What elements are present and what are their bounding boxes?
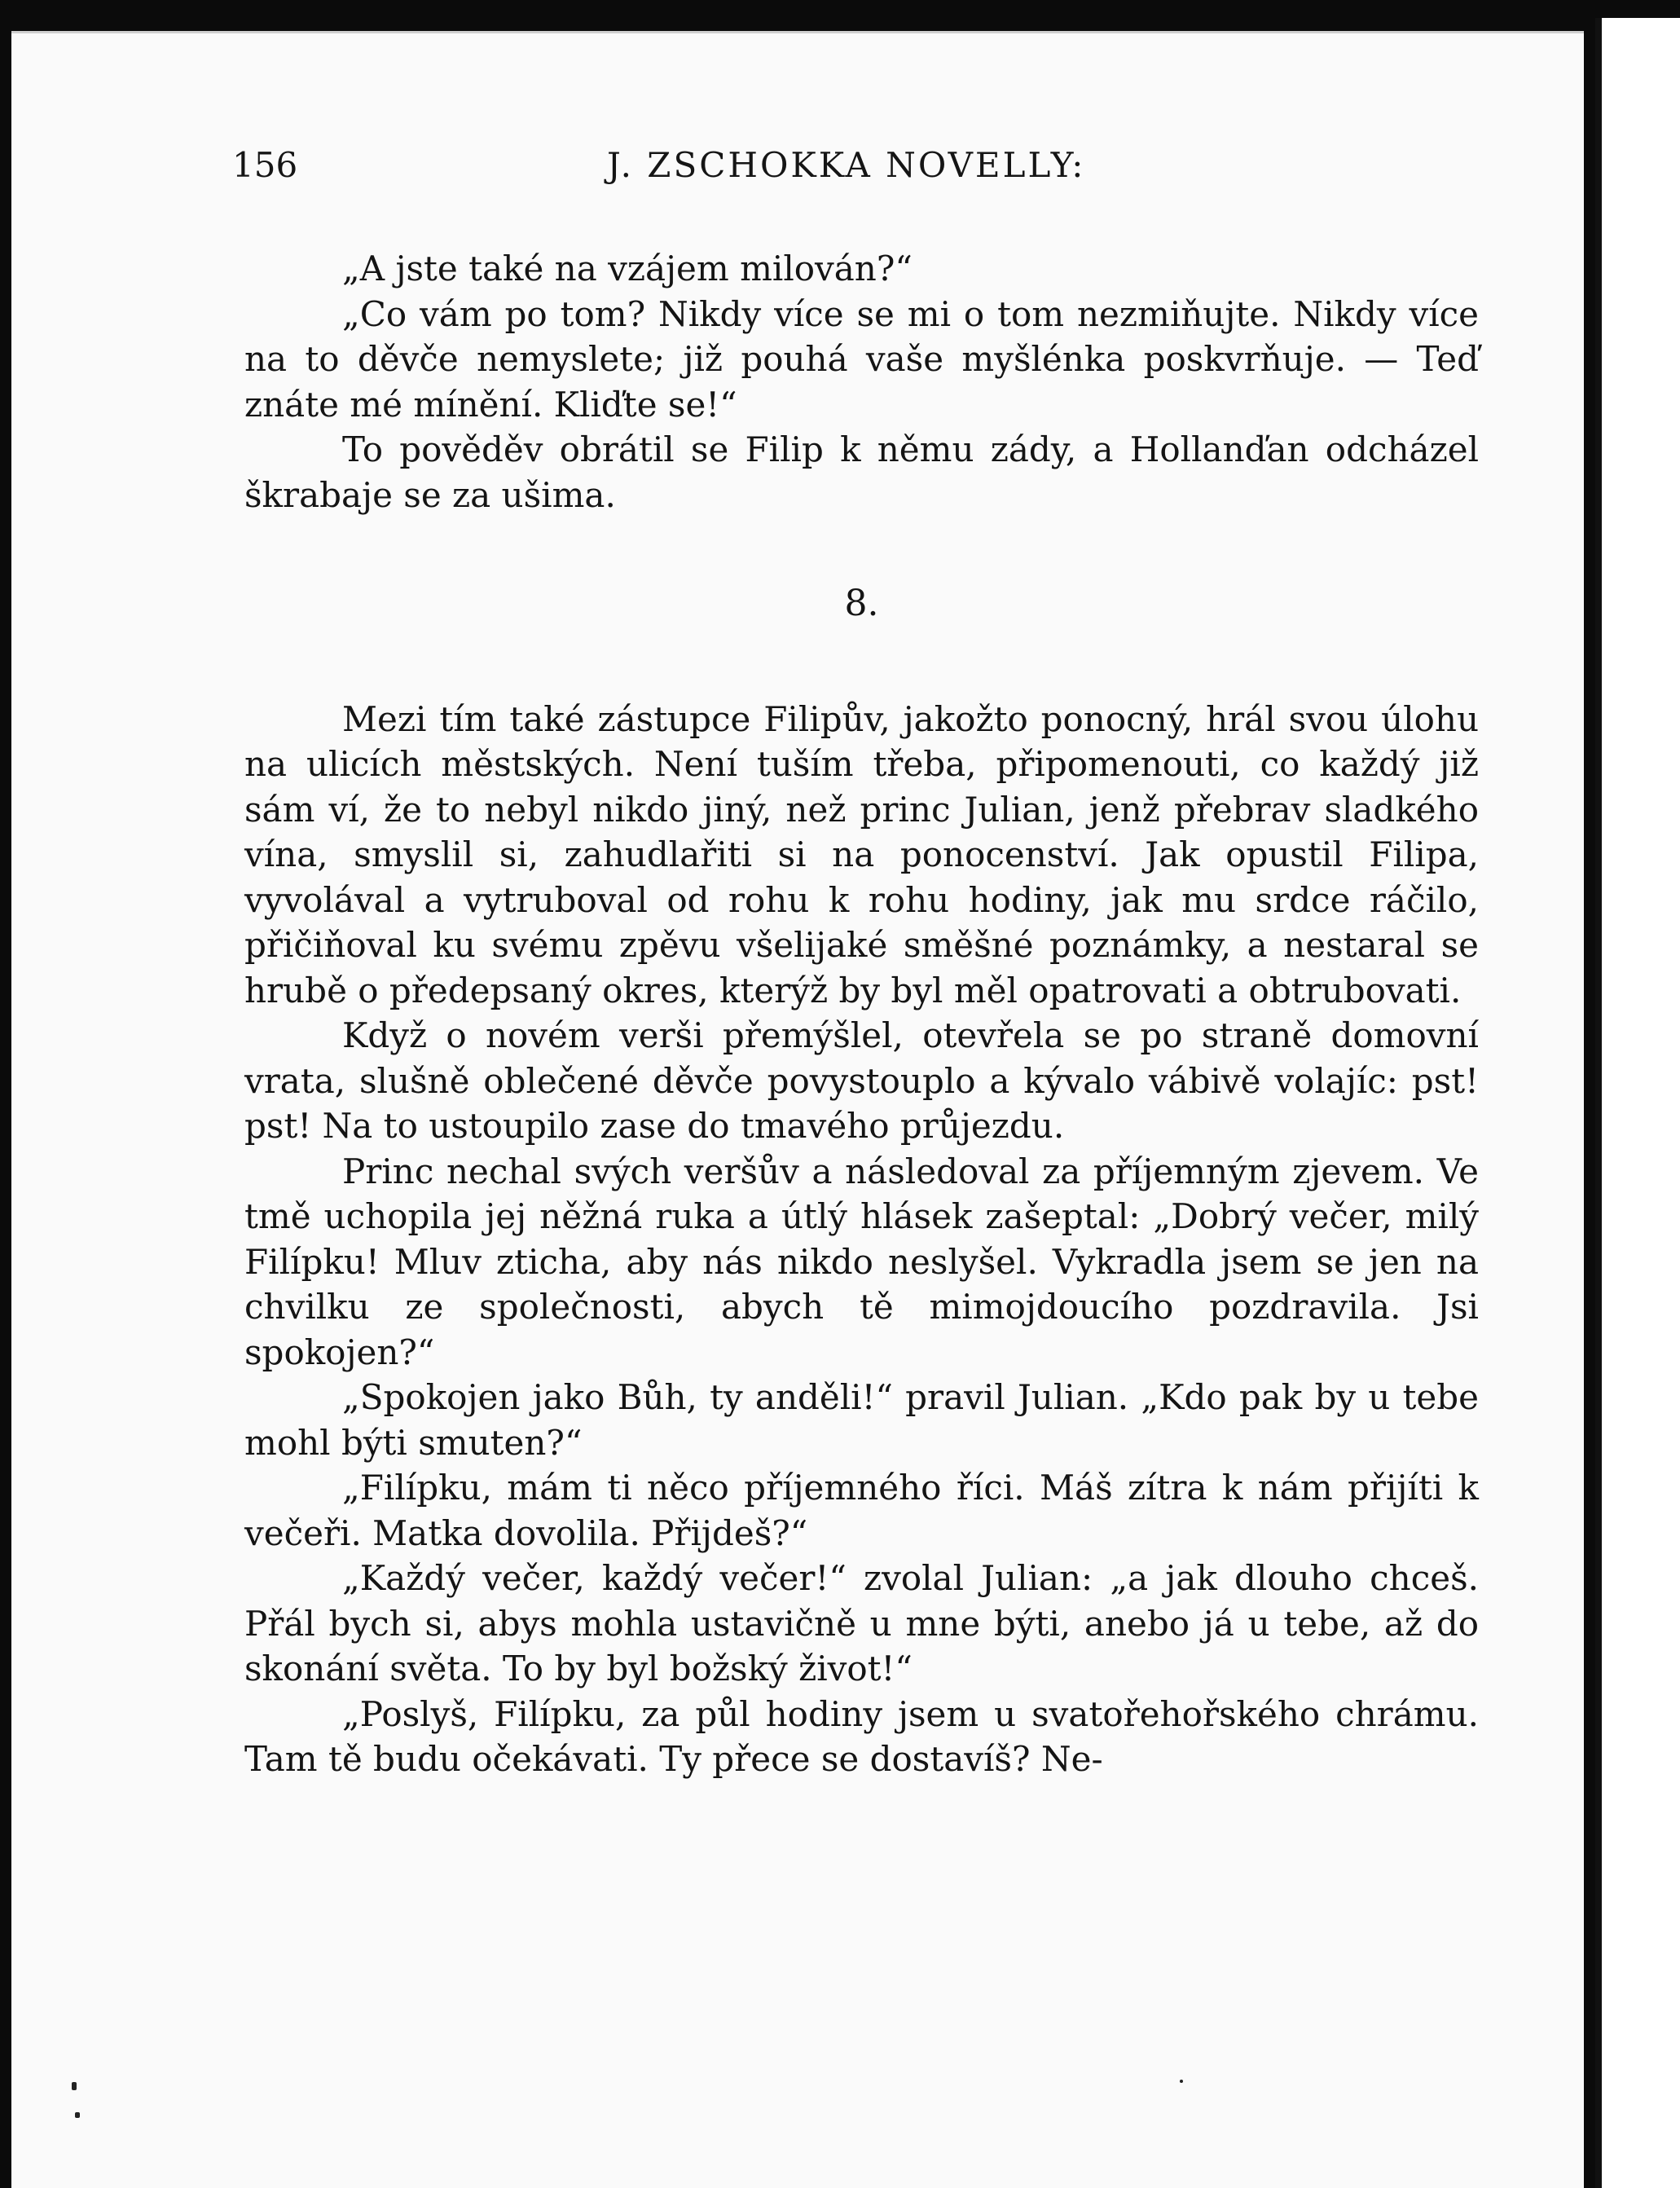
- paragraph: Když o novém verši přemýšlel, otevřela se po straně domovní vrata, slušně oblečené děvče povystouplo a kývalo vábivě volajíc: pst! pst! Na to ustoupilo zase do tmavého průjezdu.: [244, 1015, 1479, 1146]
- dust-speck: [72, 2082, 77, 2090]
- dust-speck: [1180, 2080, 1183, 2083]
- adjacent-page-edge: [1595, 18, 1680, 2188]
- page-gutter-line: [1595, 18, 1602, 2188]
- paragraph: „Co vám po tom? Nikdy více se mi o tom nezmiňujte. Nikdy více na to děvče nemyslete; již pouhá vaše myšlénka poskvrňuje. — Teď znáte mé mínění. Kliďte se!“: [244, 293, 1479, 425]
- paragraph: „Spokojen jako Bůh, ty anděli!“ pravil Julian. „Kdo pak by u tebe mohl býti smuten?“: [244, 1377, 1479, 1463]
- paragraph: Princ nechal svých veršův a následoval za příjemným zjevem. Ve tmě uchopila jej něžná ruka a útlý hlásek zašeptal: „Dobrý večer, milý Filípku! Mluv zticha, aby nás nikdo neslyšel. Vykradla jsem se jen na chvilku ze společnosti, abych tě mimojdoucího pozdravila. Jsi spokojen?“: [244, 1151, 1479, 1372]
- paragraph: To pověděv obrátil se Filip k němu zády, a Hollanďan odcházel škrabaje se za ušima.: [244, 429, 1479, 515]
- paragraph: „A jste také na vzájem milován?“: [342, 249, 913, 288]
- page-header: [232, 145, 1128, 194]
- running-title: J. ZSCHOKKA NOVELLY:: [607, 145, 1086, 185]
- page-number: 156: [232, 145, 298, 185]
- dust-speck: [75, 2112, 80, 2118]
- scan-border-top: [0, 0, 1680, 31]
- paragraph: Mezi tím také zástupce Filipův, jakožto ponocný, hrál svou úlohu na ulicích městských. Není tuším třeba, připomenouti, co každý již sám ví, že to nebyl nikdo jiný, než princ Julian, jenž přebrav sladkého vína, smyslil si, zahudlařiti si na ponocenství. Jak opustil Filipa, vyvolával a vytruboval od rohu k rohu hodiny, jak mu srdce ráčilo, přičiňoval ku svému zpěvu všelijaké směšné poznámky, a nestaral se hrubě o předepsaný okres, kterýž by byl měl opatrovati a obtrubovati.: [244, 698, 1479, 1010]
- paragraph: „Poslyš, Filípku, za půl hodiny jsem u svatořehořského chrámu. Tam tě budu očekávati. Ty přece se dostavíš? Ne-: [244, 1693, 1479, 1779]
- chapter-number: 8.: [844, 583, 879, 624]
- paragraph: „Každý večer, každý večer!“ zvolal Julian: „a jak dlouho chceš. Přál bych si, abys mohla ustavičně u mne býti, anebo já u tebe, až do skonání světa. To by byl božský život!“: [244, 1558, 1479, 1688]
- body-text: [244, 246, 1479, 1782]
- paragraph: „Filípku, mám ti něco příjemného říci. Máš zítra k nám přijíti k večeři. Matka dovolila. Přijdeš?“: [244, 1468, 1479, 1553]
- scan-border-left: [0, 0, 11, 2188]
